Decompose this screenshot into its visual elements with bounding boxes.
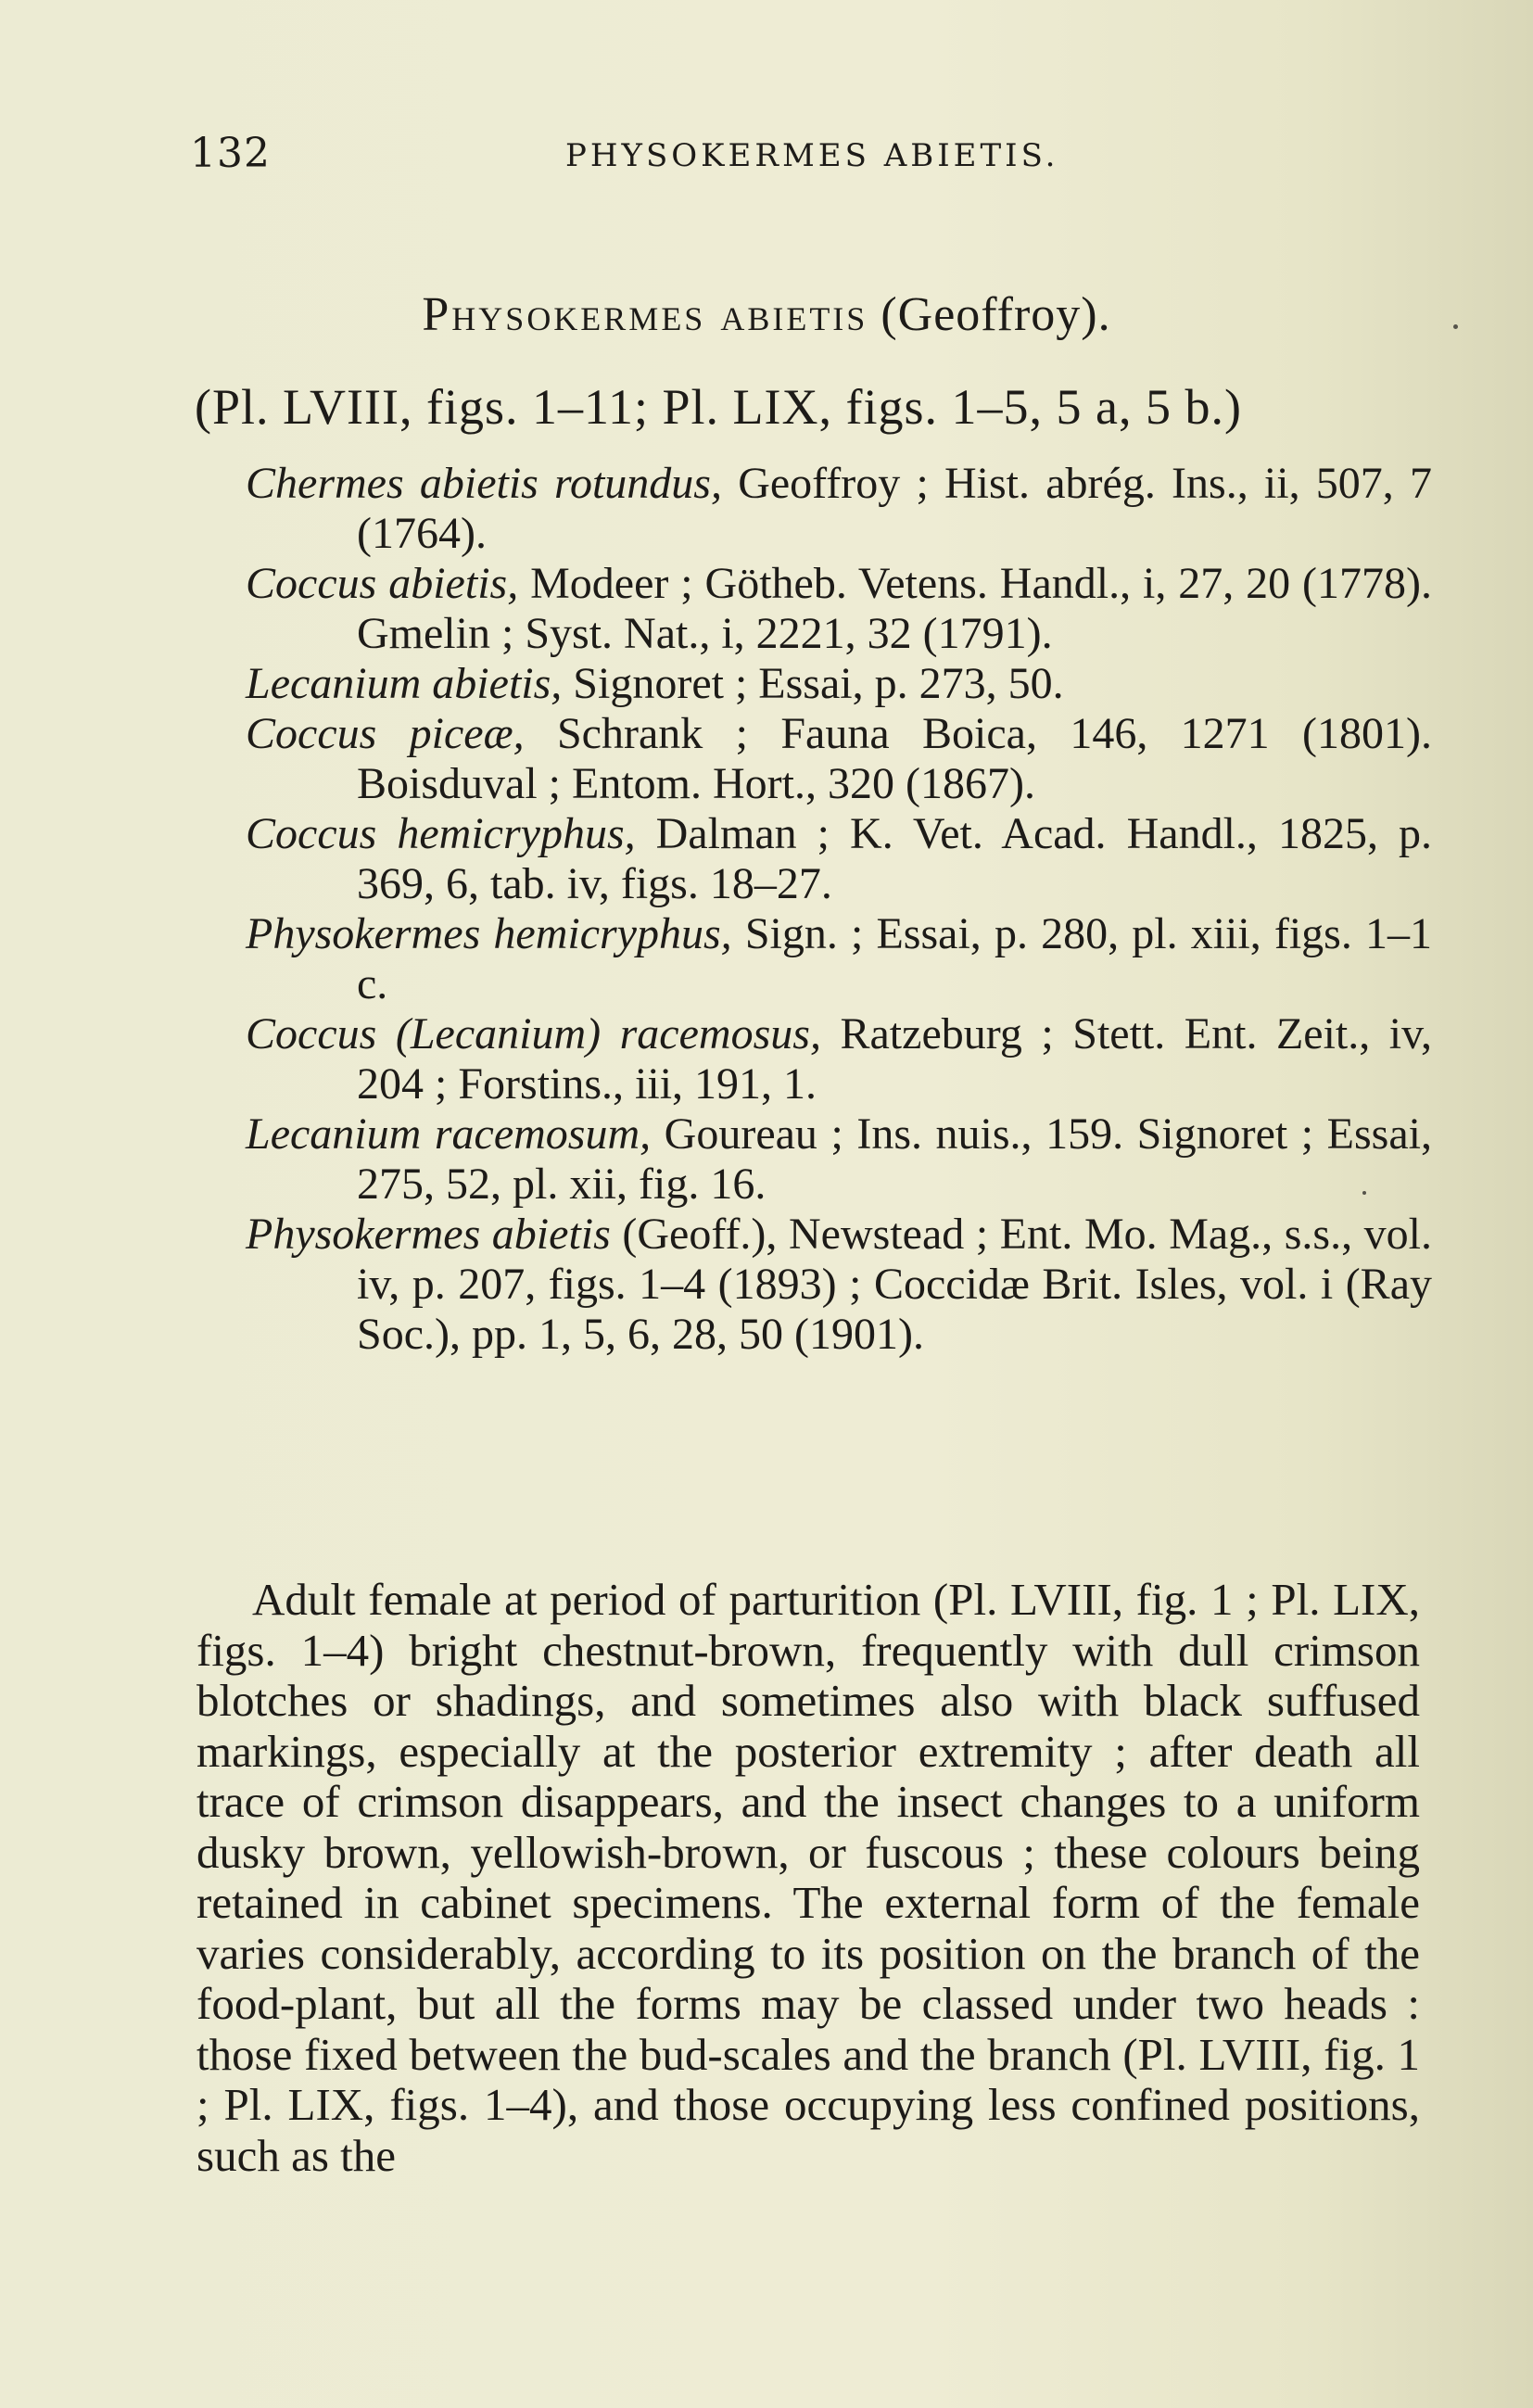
synonym-citation: Sign. ; Essai, p. 280, pl. xiii, figs. 1–1 c. [357, 909, 1433, 1008]
synonym-taxon: Coccus hemicryphus, [246, 809, 636, 858]
synonym-citation: Dalman ; K. Vet. Acad. Handl., 1825, p. 369, 6, tab. iv, figs. 18–27. [357, 809, 1432, 908]
synonym-citation: Schrank ; Fauna Boica, 146, 1271 (1801). Boisduval ; Entom. Hort., 320 (1867). [357, 709, 1432, 808]
species-name: Physokermes abietis [422, 288, 868, 341]
synonym-taxon: Coccus piceæ, [246, 709, 525, 758]
synonym-taxon: Chermes abietis rotundus, [246, 459, 722, 508]
synonym-entry [246, 659, 1432, 709]
synonym-taxon: Coccus (Lecanium) racemosus, [246, 1009, 821, 1058]
page-number: 132 [190, 130, 271, 177]
synonym-taxon: Physokermes hemicryphus, [246, 909, 732, 958]
synonym-taxon: Lecanium abietis, [246, 659, 563, 708]
synonym-entry [246, 559, 1432, 659]
synonym-entry [246, 809, 1432, 909]
running-head: PHYSOKERMES ABIETIS. [565, 137, 1059, 174]
description-paragraph: Adult female at period of parturition (Pl. LVIII, fig. 1 ; Pl. LIX, figs. 1–4) bright chestnut-brown, frequently with dull crimson blotches or shadings, and sometimes also with black suffused markings, especially at the posterior extremity ; after death all trace of crimson disappears, and the insect changes to a uniform dusky brown, yellowish-brown, or fuscous ; these colours being retained in cabinet specimens. The external form of the female varies considerably, according to its position on the branch of the food-plant, but all the forms may be classed under two heads : those fixed between the bud-scales and the branch (Pl. LVIII, fig. 1 ; Pl. LIX, figs. 1–4), and those occupying less confined positions, such as the [196, 1574, 1420, 2181]
synonym-entry [246, 1210, 1432, 1360]
synonym-taxon: Coccus abietis, [246, 559, 519, 608]
synonym-citation: (Geoff.), Newstead ; Ent. Mo. Mag., s.s., vol. iv, p. 207, figs. 1–4 (1893) ; Coccidæ Brit. Isles, vol. i (Ray Soc.), pp. 1, 5, 6, 28, 50 (1901). [357, 1210, 1433, 1359]
synonym-citation: Geoffroy ; Hist. abrég. Ins., ii, 507, 7 (1764). [357, 459, 1432, 558]
synonym-entry [246, 1109, 1432, 1210]
synonym-taxon: Physokermes abietis [246, 1210, 611, 1259]
synonym-taxon: Lecanium racemosum, [246, 1109, 652, 1159]
ink-speck [1453, 324, 1458, 329]
synonym-entry [246, 909, 1432, 1009]
synonym-citation: Ratzeburg ; Stett. Ent. Zeit., iv, 204 ; Forstins., iii, 191, 1. [357, 1009, 1433, 1109]
species-heading [0, 287, 1533, 342]
plate-reference: (Pl. LVIII, figs. 1–11; Pl. LIX, figs. 1–5, 5 a, 5 b.) [195, 379, 1242, 435]
synonym-citation: Goureau ; Ins. nuis., 159. Signoret ; Essai, 275, 52, pl. xii, fig. 16. [357, 1109, 1432, 1209]
species-author: (Geoffroy). [881, 288, 1111, 341]
synonym-entry [246, 459, 1432, 559]
ink-speck [1362, 1191, 1366, 1195]
synonym-entry [246, 709, 1432, 809]
synonym-citation: Signoret ; Essai, p. 273, 50. [562, 659, 1064, 708]
synonym-citation: Modeer ; Götheb. Vetens. Handl., i, 27, 20 (1778). Gmelin ; Syst. Nat., i, 2221, 32 (1791). [357, 559, 1433, 658]
synonym-entry [246, 1009, 1432, 1109]
page-header [190, 130, 1413, 185]
synonymy-list [246, 459, 1432, 1360]
